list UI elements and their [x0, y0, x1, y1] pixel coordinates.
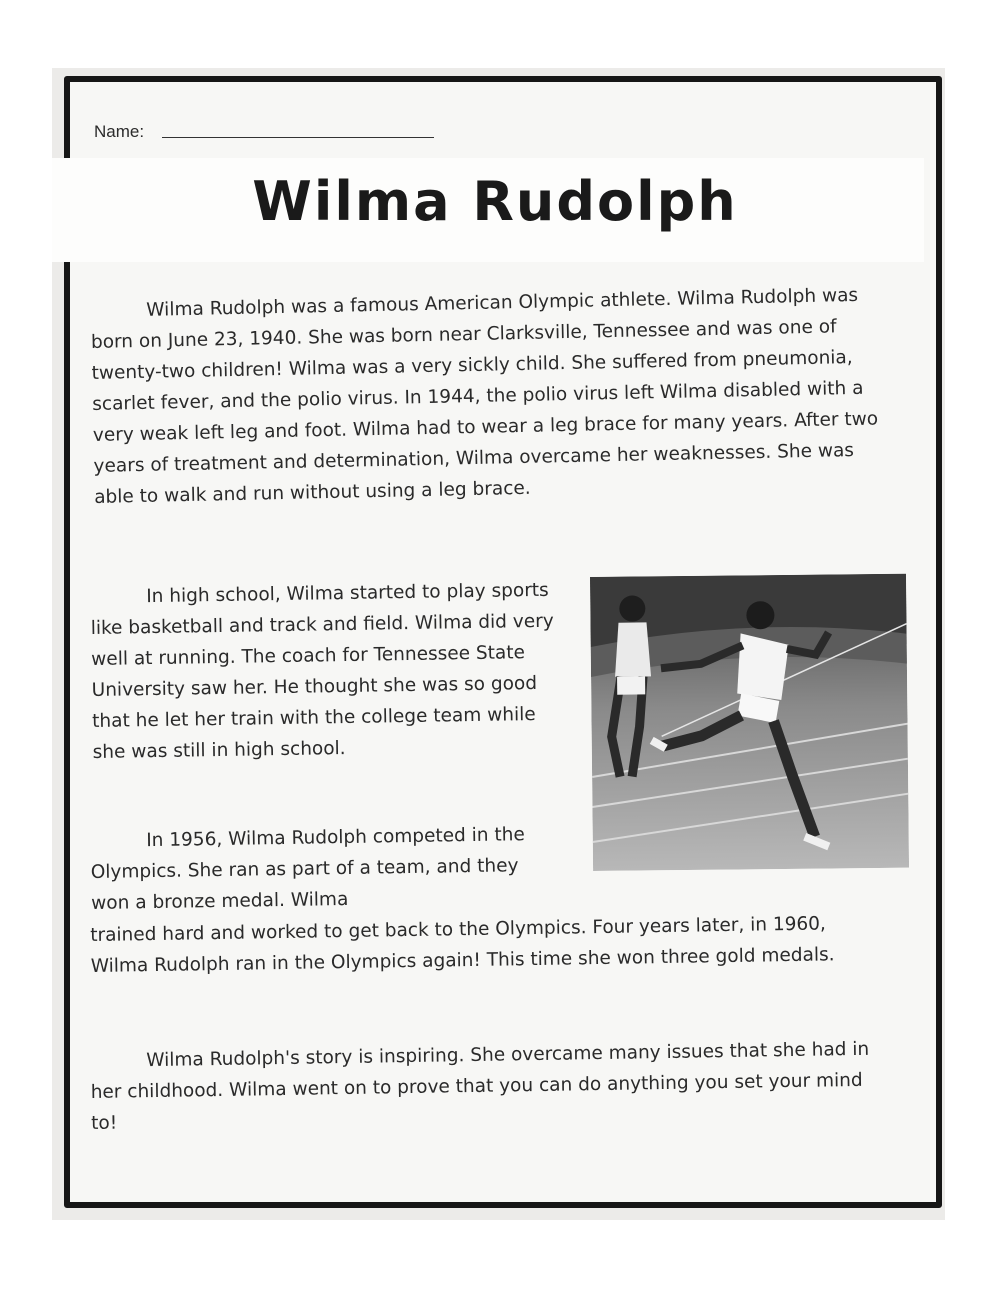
paragraph-1: Wilma Rudolph was a famous American Olympic athlete. Wilma Rudolph was born on June 23, 1940. She was born near Clarksville, Tennessee and was one of twenty-two children! Wilma was a very sickly child. She suffered from pneumonia, scarlet fever, and the polio virus. In 1944, the polio virus left Wilma disabled with a very weak left leg and foot. Wilma had to wear a leg brace for many years. After two years of treatment and determination, Wilma overcame her weaknesses. She was able to walk and run without using a leg brace.	[90, 284, 879, 508]
name-blank-line	[162, 137, 434, 138]
paragraph-2: In high school, Wilma started to play sports like basketball and track and field. Wilma did very well at running. The coach for Tennessee State University saw her. He thought she was so good that he let her train with the college team while she was still in high school.	[90, 579, 554, 763]
paragraph-3-end: trained hard and worked to get back to the Olympics. Four years later, in 1960, Wilma Rudolph ran in the Olympics again! This time she won three gold medals.	[90, 913, 835, 977]
paragraph-4: Wilma Rudolph's story is inspiring. She overcame many issues that she had in her childhood. Wilma went on to prove that you can do anything you set your mind to!	[90, 1038, 870, 1134]
name-label: Name:	[94, 122, 145, 141]
paragraph-3-start: In 1956, Wilma Rudolph competed in the Olympics. She ran as part of a team, and they won a bronze medal. Wilma	[90, 824, 525, 914]
page-title: Wilma Rudolph	[252, 170, 738, 233]
sprinter-photo-icon	[590, 574, 909, 871]
